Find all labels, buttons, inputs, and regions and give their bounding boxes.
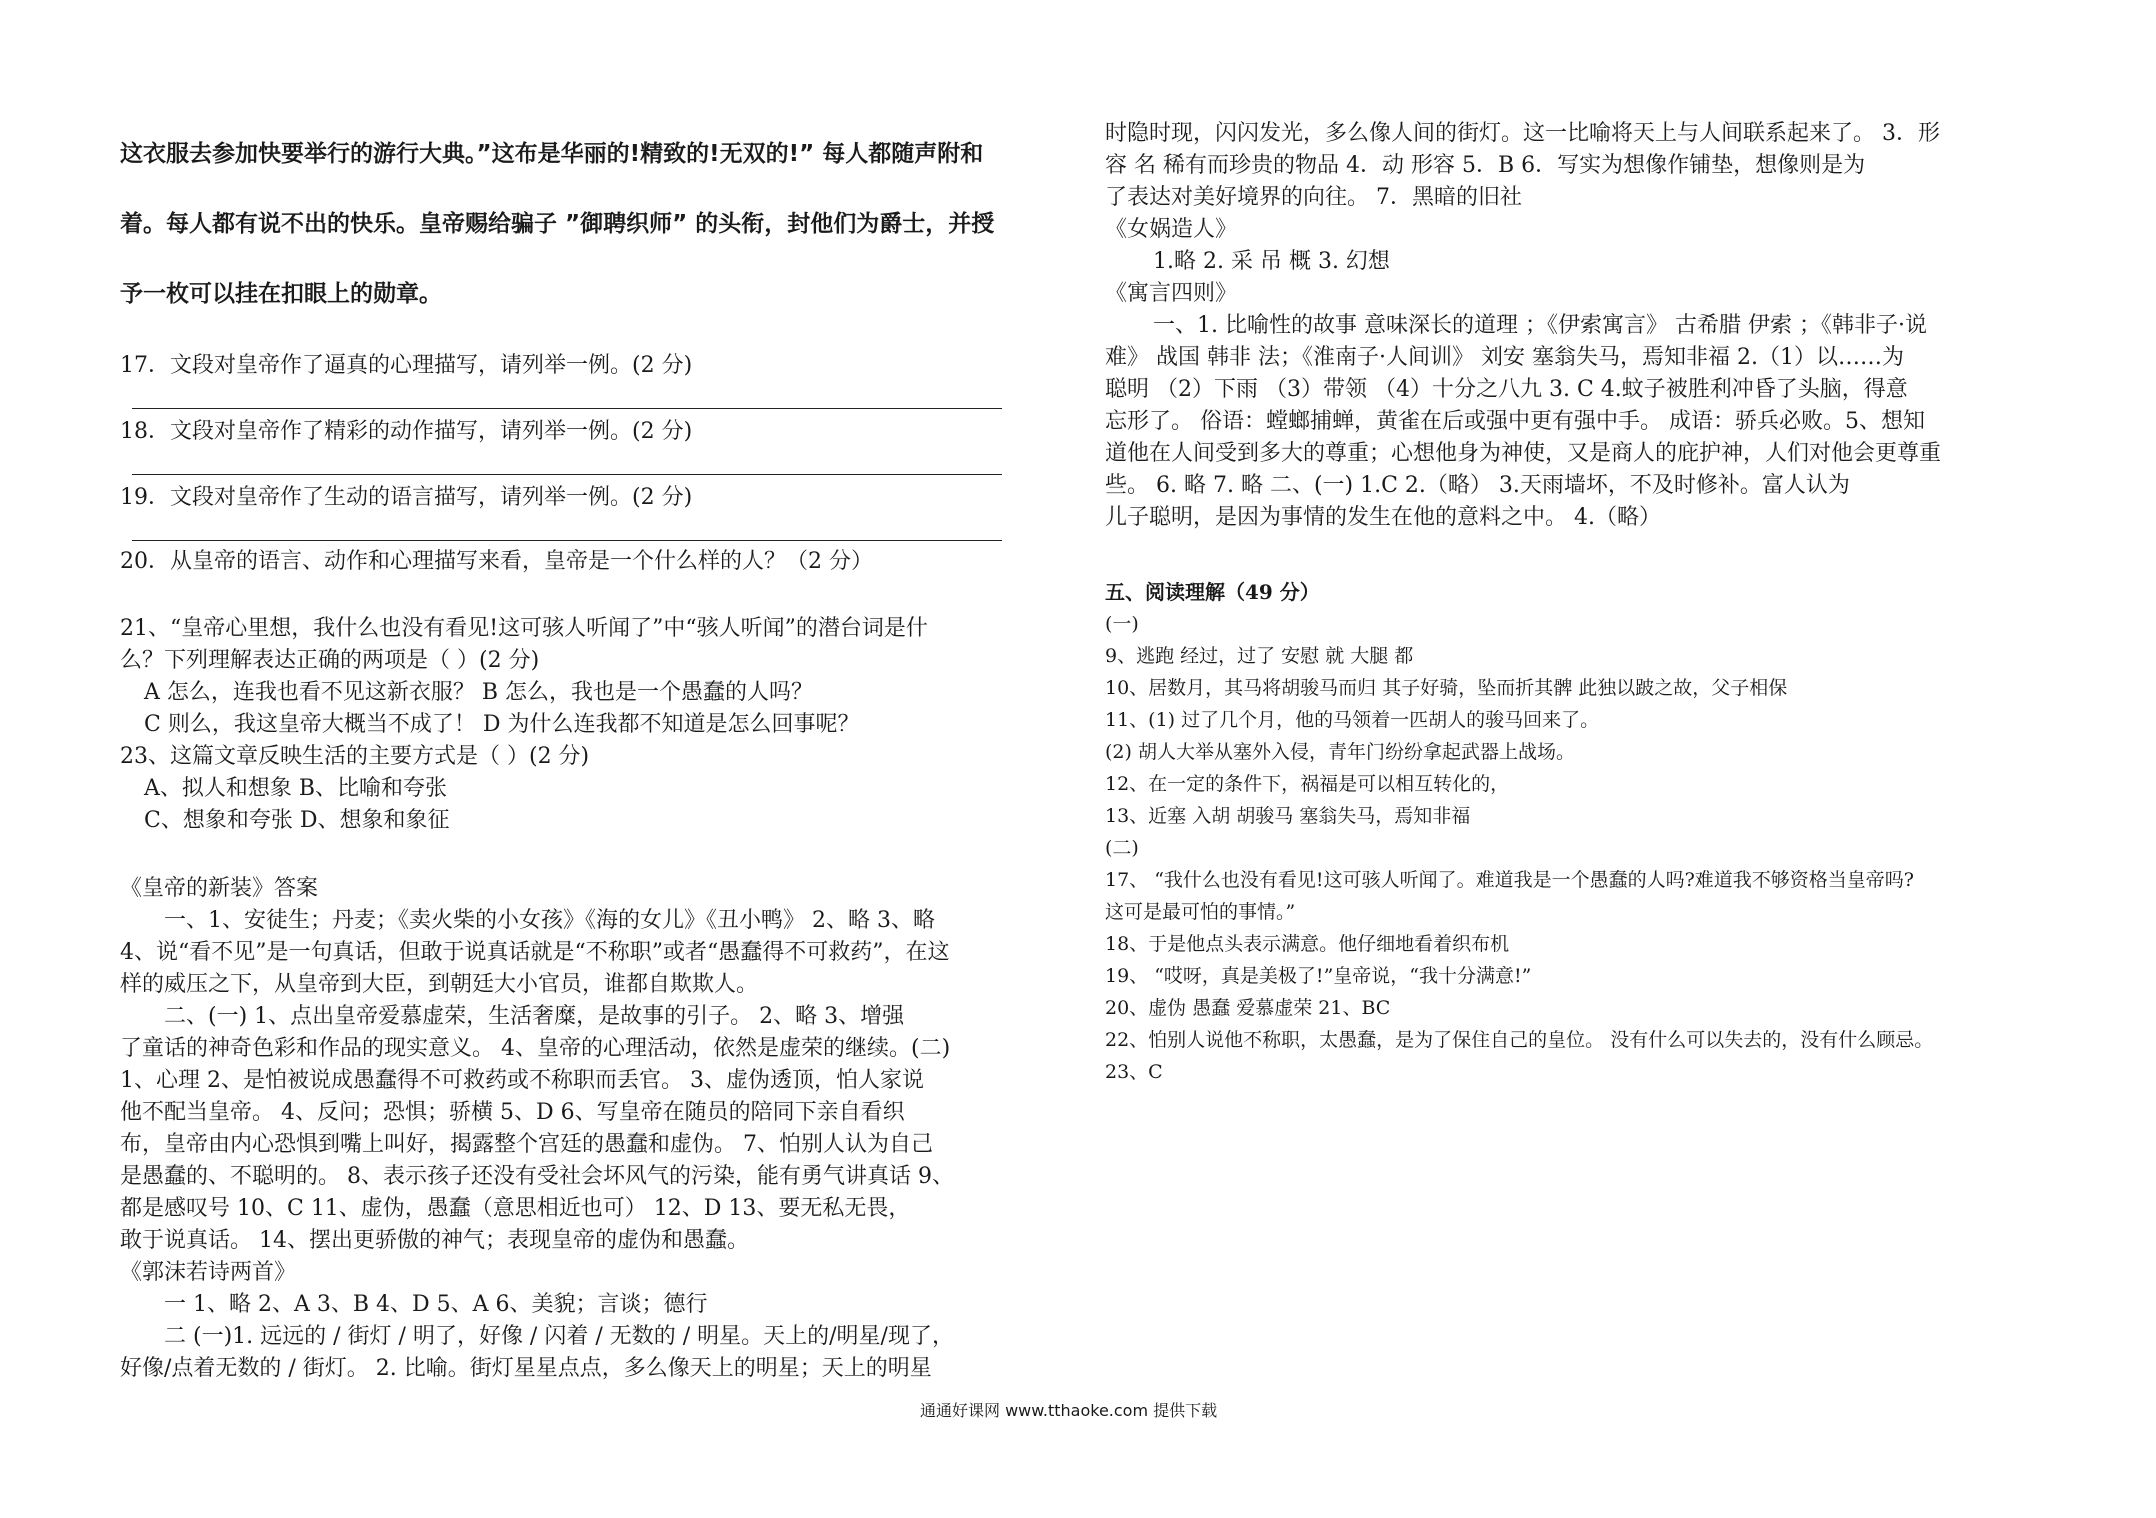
reading-line: (2) 胡人大举从塞外入侵，青年门纷纷拿起武器上战场。 bbox=[1105, 741, 1575, 763]
question-21: 21、“皇帝心里想，我什么也没有看见!这可骇人听闻了”中“骇人听闻”的潜台词是什 bbox=[120, 616, 928, 641]
reading-line: 10、居数月，其马将胡骏马而归 其子好骑，坠而折其髀 此独以跛之故，父子相保 bbox=[1105, 677, 1788, 699]
answer-line: 一、1、安徒生；丹麦；《卖火柴的小女孩》《海的女儿》《丑小鸭》 2、略 3、略 bbox=[164, 908, 935, 933]
reading-section-title: 五、阅读理解（49 分） bbox=[1105, 580, 1320, 604]
option-line: A、拟人和想象 B、比喻和夸张 bbox=[144, 776, 448, 801]
answer-line: 忘形了。 俗语：螳螂捕蝉，黄雀在后或强中更有强中手。 成语：骄兵必败。5、想知 bbox=[1105, 409, 1925, 434]
option-line: C、想象和夸张 D、想象和象征 bbox=[144, 808, 450, 833]
answer-line: 难》 战国 韩非 法；《淮南子·人间训》 刘安 塞翁失马，焉知非福 2.（1）以……为 bbox=[1105, 345, 1904, 370]
reading-line: 这可是最可怕的事情。” bbox=[1105, 901, 1296, 923]
question-17: 17．文段对皇帝作了逼真的心理描写，请列举一例。(2 分) bbox=[120, 353, 693, 378]
reading-line: 9、逃跑 经过，过了 安慰 就 大腿 都 bbox=[1105, 645, 1414, 667]
passage-line: 着。每人都有说不出的快乐。皇帝赐给骗子 ”御聘织师” 的头衔，封他们为爵士，并授 bbox=[120, 211, 995, 237]
passage-line: 予一枚可以挂在扣眼上的勋章。 bbox=[120, 281, 442, 307]
question-23: 23、这篇文章反映生活的主要方式是（ ）(2 分) bbox=[120, 744, 590, 769]
answer-line: 敢于说真话。 14、摆出更骄傲的神气；表现皇帝的虚伪和愚蠢。 bbox=[120, 1228, 749, 1253]
option-line: C 则么，我这皇帝大概当不成了！ D 为什么连我都不知道是怎么回事呢？ bbox=[144, 712, 860, 737]
answer-line: 容 名 稀有而珍贵的物品 4．动 形容 5．B 6．写实为想像作铺垫，想像则是为 bbox=[1105, 153, 1866, 178]
answer-line: 1.略 2. 采 吊 概 3. 幻想 bbox=[1153, 249, 1390, 274]
reading-line: 20、虚伪 愚蠢 爱慕虚荣 21、BC bbox=[1105, 997, 1391, 1019]
answer-line: 都是感叹号 10、C 11、虚伪，愚蠢（意思相近也可） 12、D 13、要无私无畏， bbox=[120, 1196, 911, 1221]
reading-line: 12、在一定的条件下，祸福是可以相互转化的， bbox=[1105, 773, 1510, 795]
reading-line: 23、C bbox=[1105, 1061, 1163, 1083]
question-21: 么？下列理解表达正确的两项是（ ）(2 分) bbox=[120, 648, 540, 673]
reading-line: 19、 “哎呀，真是美极了!”皇帝说，“我十分满意!” bbox=[1105, 965, 1532, 987]
answer-line: 儿子聪明，是因为事情的发生在他的意料之中。 4.（略） bbox=[1105, 505, 1661, 530]
question-20: 20．从皇帝的语言、动作和心理描写来看，皇帝是一个什么样的人？（2 分） bbox=[120, 549, 873, 574]
passage-line: 这衣服去参加快要举行的游行大典。”这布是华丽的!精致的!无双的!” 每人都随声附和 bbox=[120, 141, 984, 167]
answer-line: 他不配当皇帝。 4、反问；恐惧；骄横 5、D 6、写皇帝在随员的陪同下亲自看织 bbox=[120, 1100, 905, 1125]
answer-line: 样的威压之下，从皇帝到大臣，到朝廷大小官员，谁都自欺欺人。 bbox=[120, 972, 759, 997]
answer-line bbox=[132, 408, 1002, 409]
reading-line: 18、于是他点头表示满意。他仔细地看着织布机 bbox=[1105, 933, 1510, 955]
question-19: 19．文段对皇帝作了生动的语言描写，请列举一例。(2 分) bbox=[120, 485, 693, 510]
answer-line: 道他在人间受到多大的尊重；心想他身为神使，又是商人的庇护神，人们对他会更尊重 bbox=[1105, 441, 1942, 466]
answer-line bbox=[132, 540, 1002, 541]
answer-line: 聪明 （2）下雨 （3）带领 （4）十分之八九 3. C 4.蚊子被胜利冲昏了头脑，得意 bbox=[1105, 377, 1908, 402]
answer-line: 二、(一) 1、点出皇帝爱慕虚荣，生活奢糜，是故事的引子。 2、略 3、增强 bbox=[164, 1004, 905, 1029]
section-title: 《寓言四则》 bbox=[1105, 281, 1238, 306]
reading-line: (一) bbox=[1105, 613, 1139, 635]
answer-line: 4、说“看不见”是一句真话，但敢于说真话就是“不称职”或者“愚蠢得不可救药”，在这 bbox=[120, 940, 950, 965]
reading-line: 13、近塞 入胡 胡骏马 塞翁失马，焉知非福 bbox=[1105, 805, 1471, 827]
answer-line: 时隐时现，闪闪发光，多么像人间的街灯。这一比喻将天上与人间联系起来了。 3．形 bbox=[1105, 121, 1940, 146]
option-line: A 怎么，连我也看不见这新衣服？ B 怎么，我也是一个愚蠢的人吗？ bbox=[144, 680, 814, 705]
reading-line: 22、怕别人说他不称职，太愚蠢，是为了保住自己的皇位。 没有什么可以失去的，没有什么顾忌。 bbox=[1105, 1029, 1934, 1051]
question-18: 18．文段对皇帝作了精彩的动作描写，请列举一例。(2 分) bbox=[120, 419, 693, 444]
answer-line: 二 (一)1. 远远的 / 街灯 / 明了，好像 / 闪着 / 无数的 / 明星。天上的/明星/现了， bbox=[164, 1324, 954, 1349]
reading-line: 11、(1) 过了几个月，他的马领着一匹胡人的骏马回来了。 bbox=[1105, 709, 1600, 731]
answer-line: 一、1. 比喻性的故事 意味深长的道理 ；《伊索寓言》 古希腊 伊索 ；《韩非子·说 bbox=[1153, 313, 1927, 338]
section-title: 《女娲造人》 bbox=[1105, 217, 1238, 242]
answer-line: 些。 6. 略 7. 略 二、(一) 1.C 2.（略） 3.天雨墙坏，不及时修补。富人认为 bbox=[1105, 473, 1850, 498]
answer-line: 了童话的神奇色彩和作品的现实意义。 4、皇帝的心理活动，依然是虚荣的继续。(二) bbox=[120, 1036, 951, 1061]
answer-line: 好像/点着无数的 / 街灯。 2. 比喻。街灯星星点点，多么像天上的明星；天上的明星 bbox=[120, 1356, 932, 1381]
answer-line: 一 1、略 2、A 3、B 4、D 5、A 6、美貌；言谈；德行 bbox=[164, 1292, 708, 1317]
answer-line: 了表达对美好境界的向往。 7．黑暗的旧社 bbox=[1105, 185, 1522, 210]
reading-line: (二) bbox=[1105, 837, 1139, 859]
reading-line: 17、 “我什么也没有看见!这可骇人听闻了。难道我是一个愚蠢的人吗?难道我不够资格当皇帝吗? bbox=[1105, 869, 1914, 891]
answer-line: 是愚蠢的、不聪明的。 8、表示孩子还没有受社会坏风气的污染，能有勇气讲真话 9、 bbox=[120, 1164, 954, 1189]
section-title: 《郭沫若诗两首》 bbox=[120, 1260, 297, 1285]
answer-line bbox=[132, 474, 1002, 475]
answer-line: 布，皇帝由内心恐惧到嘴上叫好，揭露整个宫廷的愚蠢和虚伪。 7、怕别人认为自己 bbox=[120, 1132, 933, 1157]
footer-credit: 通通好课网 www.tthaoke.com 提供下载 bbox=[920, 1401, 1218, 1420]
answer-line: 1、心理 2、是怕被说成愚蠢得不可救药或不称职而丢官。 3、虚伪透顶，怕人家说 bbox=[120, 1068, 924, 1093]
answer-title: 《皇帝的新装》答案 bbox=[120, 876, 319, 901]
